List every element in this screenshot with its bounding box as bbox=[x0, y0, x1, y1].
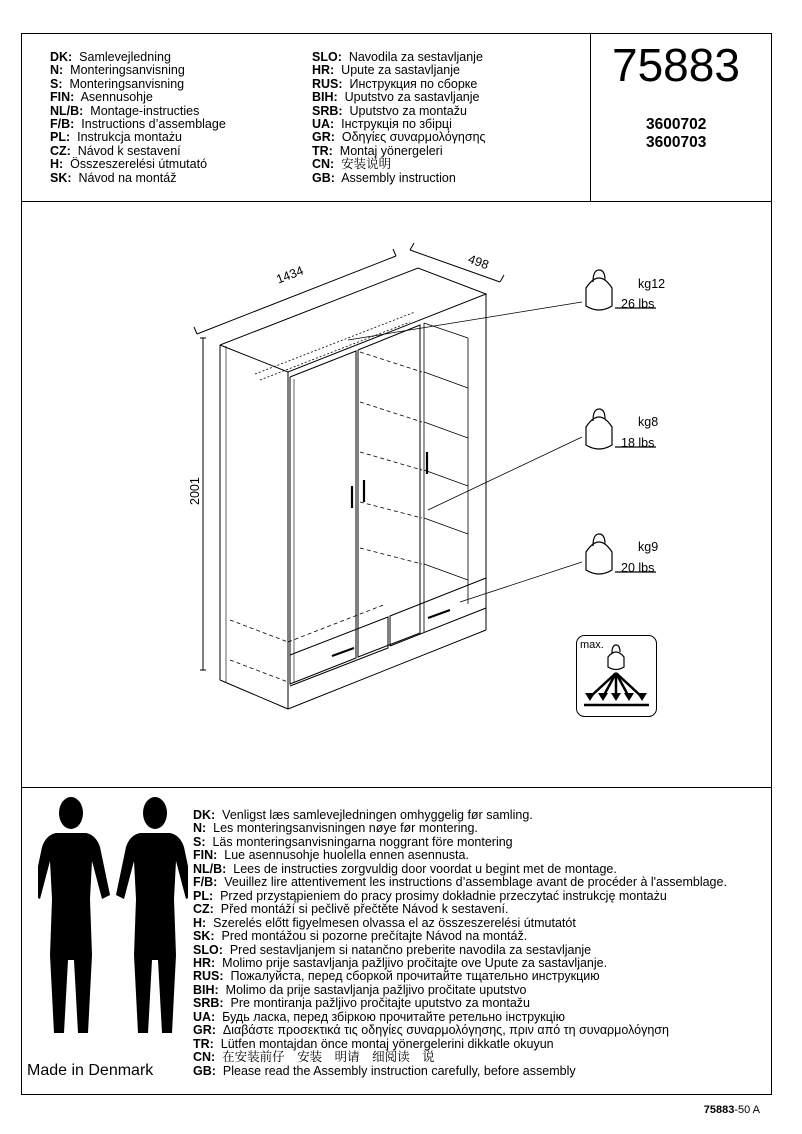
language-code: PL: bbox=[193, 888, 214, 903]
language-text: Molimo prije sastavljanja pažljivo pročitajte ove Upute za sastavljanje. bbox=[222, 955, 608, 970]
language-row bbox=[312, 172, 486, 185]
language-code: SLO: bbox=[193, 942, 223, 957]
two-persons-icon bbox=[38, 795, 188, 1040]
language-row bbox=[193, 849, 727, 862]
language-code: UA: bbox=[312, 117, 335, 132]
language-text: Lütfen montajdan önce montaj yönergelerini dikkatle okuyun bbox=[220, 1036, 554, 1051]
language-code: H: bbox=[50, 157, 64, 172]
left-door bbox=[290, 351, 356, 684]
language-row bbox=[193, 822, 727, 835]
language-code: PL: bbox=[50, 130, 71, 145]
language-row bbox=[193, 1011, 727, 1024]
language-text: Monteringsanvisning bbox=[69, 76, 185, 91]
language-text: Инструкция по сборке bbox=[349, 76, 478, 91]
language-code: TR: bbox=[193, 1036, 214, 1051]
language-code: SK: bbox=[50, 170, 72, 185]
language-text: Assembly instruction bbox=[341, 170, 456, 185]
language-row bbox=[50, 64, 226, 77]
language-code: UA: bbox=[193, 1009, 216, 1024]
language-text: Upute za sastavljanje bbox=[341, 63, 460, 78]
footer-number: 75883 bbox=[703, 1104, 735, 1116]
language-code: DK: bbox=[50, 50, 73, 64]
language-code: N: bbox=[50, 63, 64, 78]
language-text: Instructions d’assemblage bbox=[81, 117, 226, 132]
open-section-shelves bbox=[230, 323, 468, 682]
language-text: Pred montážou si pozorne prečítajte Návod na montáž. bbox=[221, 929, 528, 944]
language-row bbox=[193, 970, 727, 983]
language-code: SRB: bbox=[193, 996, 224, 1011]
language-text: Διαβάστε προσεκτικά τις οδηγίες συναρμολόγησης, πριν από τη συναρμολόγηση bbox=[222, 1023, 669, 1038]
language-code: RUS: bbox=[193, 969, 224, 984]
language-row bbox=[193, 1051, 727, 1064]
language-row bbox=[312, 158, 486, 171]
language-row bbox=[193, 997, 727, 1010]
language-code: TR: bbox=[312, 143, 333, 158]
language-text: Pre montiranja pažljivo pročitajte uputstvo za montažu bbox=[230, 996, 530, 1011]
language-row bbox=[193, 930, 727, 943]
language-code: SLO: bbox=[312, 50, 342, 64]
language-row bbox=[193, 1065, 727, 1078]
language-code: CZ: bbox=[50, 143, 71, 158]
language-code: GB: bbox=[193, 1063, 216, 1078]
drawers bbox=[290, 578, 486, 686]
language-row bbox=[193, 1024, 727, 1037]
language-code: GR: bbox=[193, 1023, 216, 1038]
item-code-1: 3600702 bbox=[646, 116, 707, 133]
language-text: Návod na montáž bbox=[78, 170, 177, 185]
language-text: Please read the Assembly instruction carefully, before assembly bbox=[222, 1063, 576, 1078]
language-row bbox=[312, 51, 486, 64]
language-code: GB: bbox=[312, 170, 335, 185]
language-code: FIN: bbox=[193, 848, 218, 863]
language-code: H: bbox=[193, 915, 207, 930]
width-dimension: 1434 bbox=[274, 263, 306, 287]
language-row bbox=[50, 78, 226, 91]
language-row bbox=[193, 917, 727, 930]
language-text: Läs monteringsanvisningarna noggrant före montering bbox=[212, 834, 513, 849]
language-text: Samlevejledning bbox=[79, 50, 171, 64]
header-divider bbox=[21, 201, 772, 202]
language-text: Návod k sestavení bbox=[77, 143, 181, 158]
language-text: Molimo da prije sastavljanja pažljivo pročitate uputstvo bbox=[225, 982, 527, 997]
language-row bbox=[312, 91, 486, 104]
language-text: Montaj yönergeleri bbox=[339, 143, 443, 158]
top-load-kg: kg12 bbox=[638, 277, 666, 291]
language-text: Будь ласка, перед збіркою прочитайте ретельно інструкцію bbox=[222, 1009, 566, 1024]
item-code-2: 3600703 bbox=[646, 134, 707, 151]
top-load-lbs: 26 lbs bbox=[621, 297, 655, 311]
language-text: Asennusohje bbox=[80, 90, 153, 105]
language-code: DK: bbox=[193, 808, 216, 822]
language-text: Navodila za sestavljanje bbox=[348, 50, 483, 64]
language-list-left bbox=[50, 51, 226, 185]
middle-door bbox=[358, 325, 420, 657]
language-text: Uputstvo za sastavljanje bbox=[344, 90, 480, 105]
load-leaders bbox=[348, 302, 582, 602]
language-text: Před montáží si pečlivě přečtěte Návod k sestavení. bbox=[220, 902, 509, 917]
language-row bbox=[50, 91, 226, 104]
language-code: HR: bbox=[193, 955, 216, 970]
language-code: F/B: bbox=[50, 117, 75, 132]
language-row bbox=[193, 890, 727, 903]
product-number: 75883 bbox=[612, 39, 740, 91]
footer-suffix: -50 A bbox=[734, 1104, 760, 1116]
language-text: 在安装前仔 安装 明请 细阅读 说 bbox=[222, 1050, 435, 1065]
language-text: Összeszerelési útmutató bbox=[70, 157, 208, 172]
drawer-load-lbs: 20 lbs bbox=[621, 561, 655, 575]
language-code: RUS: bbox=[312, 76, 343, 91]
language-code: FIN: bbox=[50, 90, 75, 105]
middle-load-kg: kg8 bbox=[638, 415, 659, 429]
language-text: Monteringsanvisning bbox=[70, 63, 185, 78]
language-code: HR: bbox=[312, 63, 335, 78]
made-in-label: Made in Denmark bbox=[27, 1062, 154, 1079]
language-code: CZ: bbox=[193, 902, 214, 917]
language-text: Lue asennusohje huolella ennen asennusta. bbox=[224, 848, 469, 863]
language-text: Uputstvo za montažu bbox=[349, 103, 467, 118]
language-code: SRB: bbox=[312, 103, 343, 118]
language-row bbox=[193, 984, 727, 997]
language-text: Szerelés előtt figyelmesen olvassa el az összeszerelési útmutatót bbox=[213, 915, 576, 930]
language-row bbox=[50, 131, 226, 144]
language-code: BIH: bbox=[193, 982, 219, 997]
language-code: GR: bbox=[312, 130, 335, 145]
language-text: Les monteringsanvisningen nøye før montering. bbox=[213, 821, 478, 836]
language-code: N: bbox=[193, 821, 207, 836]
depth-dimension: 498 bbox=[466, 251, 491, 273]
drawing-divider bbox=[21, 787, 772, 788]
drawer-load-kg: kg9 bbox=[638, 540, 659, 554]
instruction-list bbox=[193, 809, 727, 1078]
language-text: Pred sestavljanjem si natančno preberite navodila za sestavljanje bbox=[229, 942, 592, 957]
language-row bbox=[50, 172, 226, 185]
language-code: NL/B: bbox=[50, 103, 84, 118]
language-row bbox=[50, 51, 226, 64]
language-text: Venligst læs samlevejledningen omhyggelig før samling. bbox=[222, 808, 533, 822]
language-text: Veuillez lire attentivement les instructions d’assemblage avant de procéder à l'assemblage. bbox=[224, 875, 727, 890]
language-row bbox=[312, 105, 486, 118]
language-code: F/B: bbox=[193, 875, 218, 890]
language-row bbox=[50, 105, 226, 118]
language-code: SK: bbox=[193, 929, 215, 944]
middle-load-lbs: 18 lbs bbox=[621, 436, 655, 450]
language-row bbox=[312, 118, 486, 131]
language-row bbox=[193, 863, 727, 876]
language-text: Instrukcja montażu bbox=[77, 130, 183, 145]
language-row bbox=[312, 131, 486, 144]
header-column-divider bbox=[590, 33, 591, 201]
language-list-right bbox=[312, 51, 486, 185]
language-row bbox=[193, 944, 727, 957]
language-row bbox=[193, 957, 727, 970]
language-code: NL/B: bbox=[193, 861, 227, 876]
language-text: Lees de instructies zorgvuldig door voordat u begint met de montage. bbox=[233, 861, 617, 876]
language-code: S: bbox=[193, 834, 206, 849]
language-row bbox=[50, 118, 226, 131]
language-text: Οδηγίες συναρμολόγησης bbox=[341, 130, 486, 145]
language-text: Montage-instructies bbox=[90, 103, 200, 118]
language-code: CN: bbox=[193, 1050, 216, 1065]
language-row bbox=[193, 809, 727, 822]
language-text: Пожалуйста, перед сборкой прочитайте тщательно инструкцию bbox=[230, 969, 600, 984]
language-row bbox=[50, 145, 226, 158]
language-row bbox=[50, 158, 226, 171]
language-row bbox=[312, 78, 486, 91]
language-text: 安装说明 bbox=[341, 157, 392, 172]
language-text: Przed przystąpieniem do pracy prosimy dokładnie przeczytać instrukcję montażu bbox=[220, 888, 667, 903]
max-label: max. bbox=[580, 639, 604, 651]
language-code: S: bbox=[50, 76, 63, 91]
dimension-lines bbox=[194, 243, 504, 670]
language-code: BIH: bbox=[312, 90, 338, 105]
language-code: CN: bbox=[312, 157, 335, 172]
height-dimension: 2001 bbox=[188, 477, 202, 505]
language-row bbox=[193, 903, 727, 916]
language-row bbox=[312, 64, 486, 77]
language-row bbox=[193, 836, 727, 849]
language-text: Інструкція по збірці bbox=[341, 117, 452, 132]
footer-code bbox=[704, 1104, 760, 1116]
language-row bbox=[193, 876, 727, 889]
